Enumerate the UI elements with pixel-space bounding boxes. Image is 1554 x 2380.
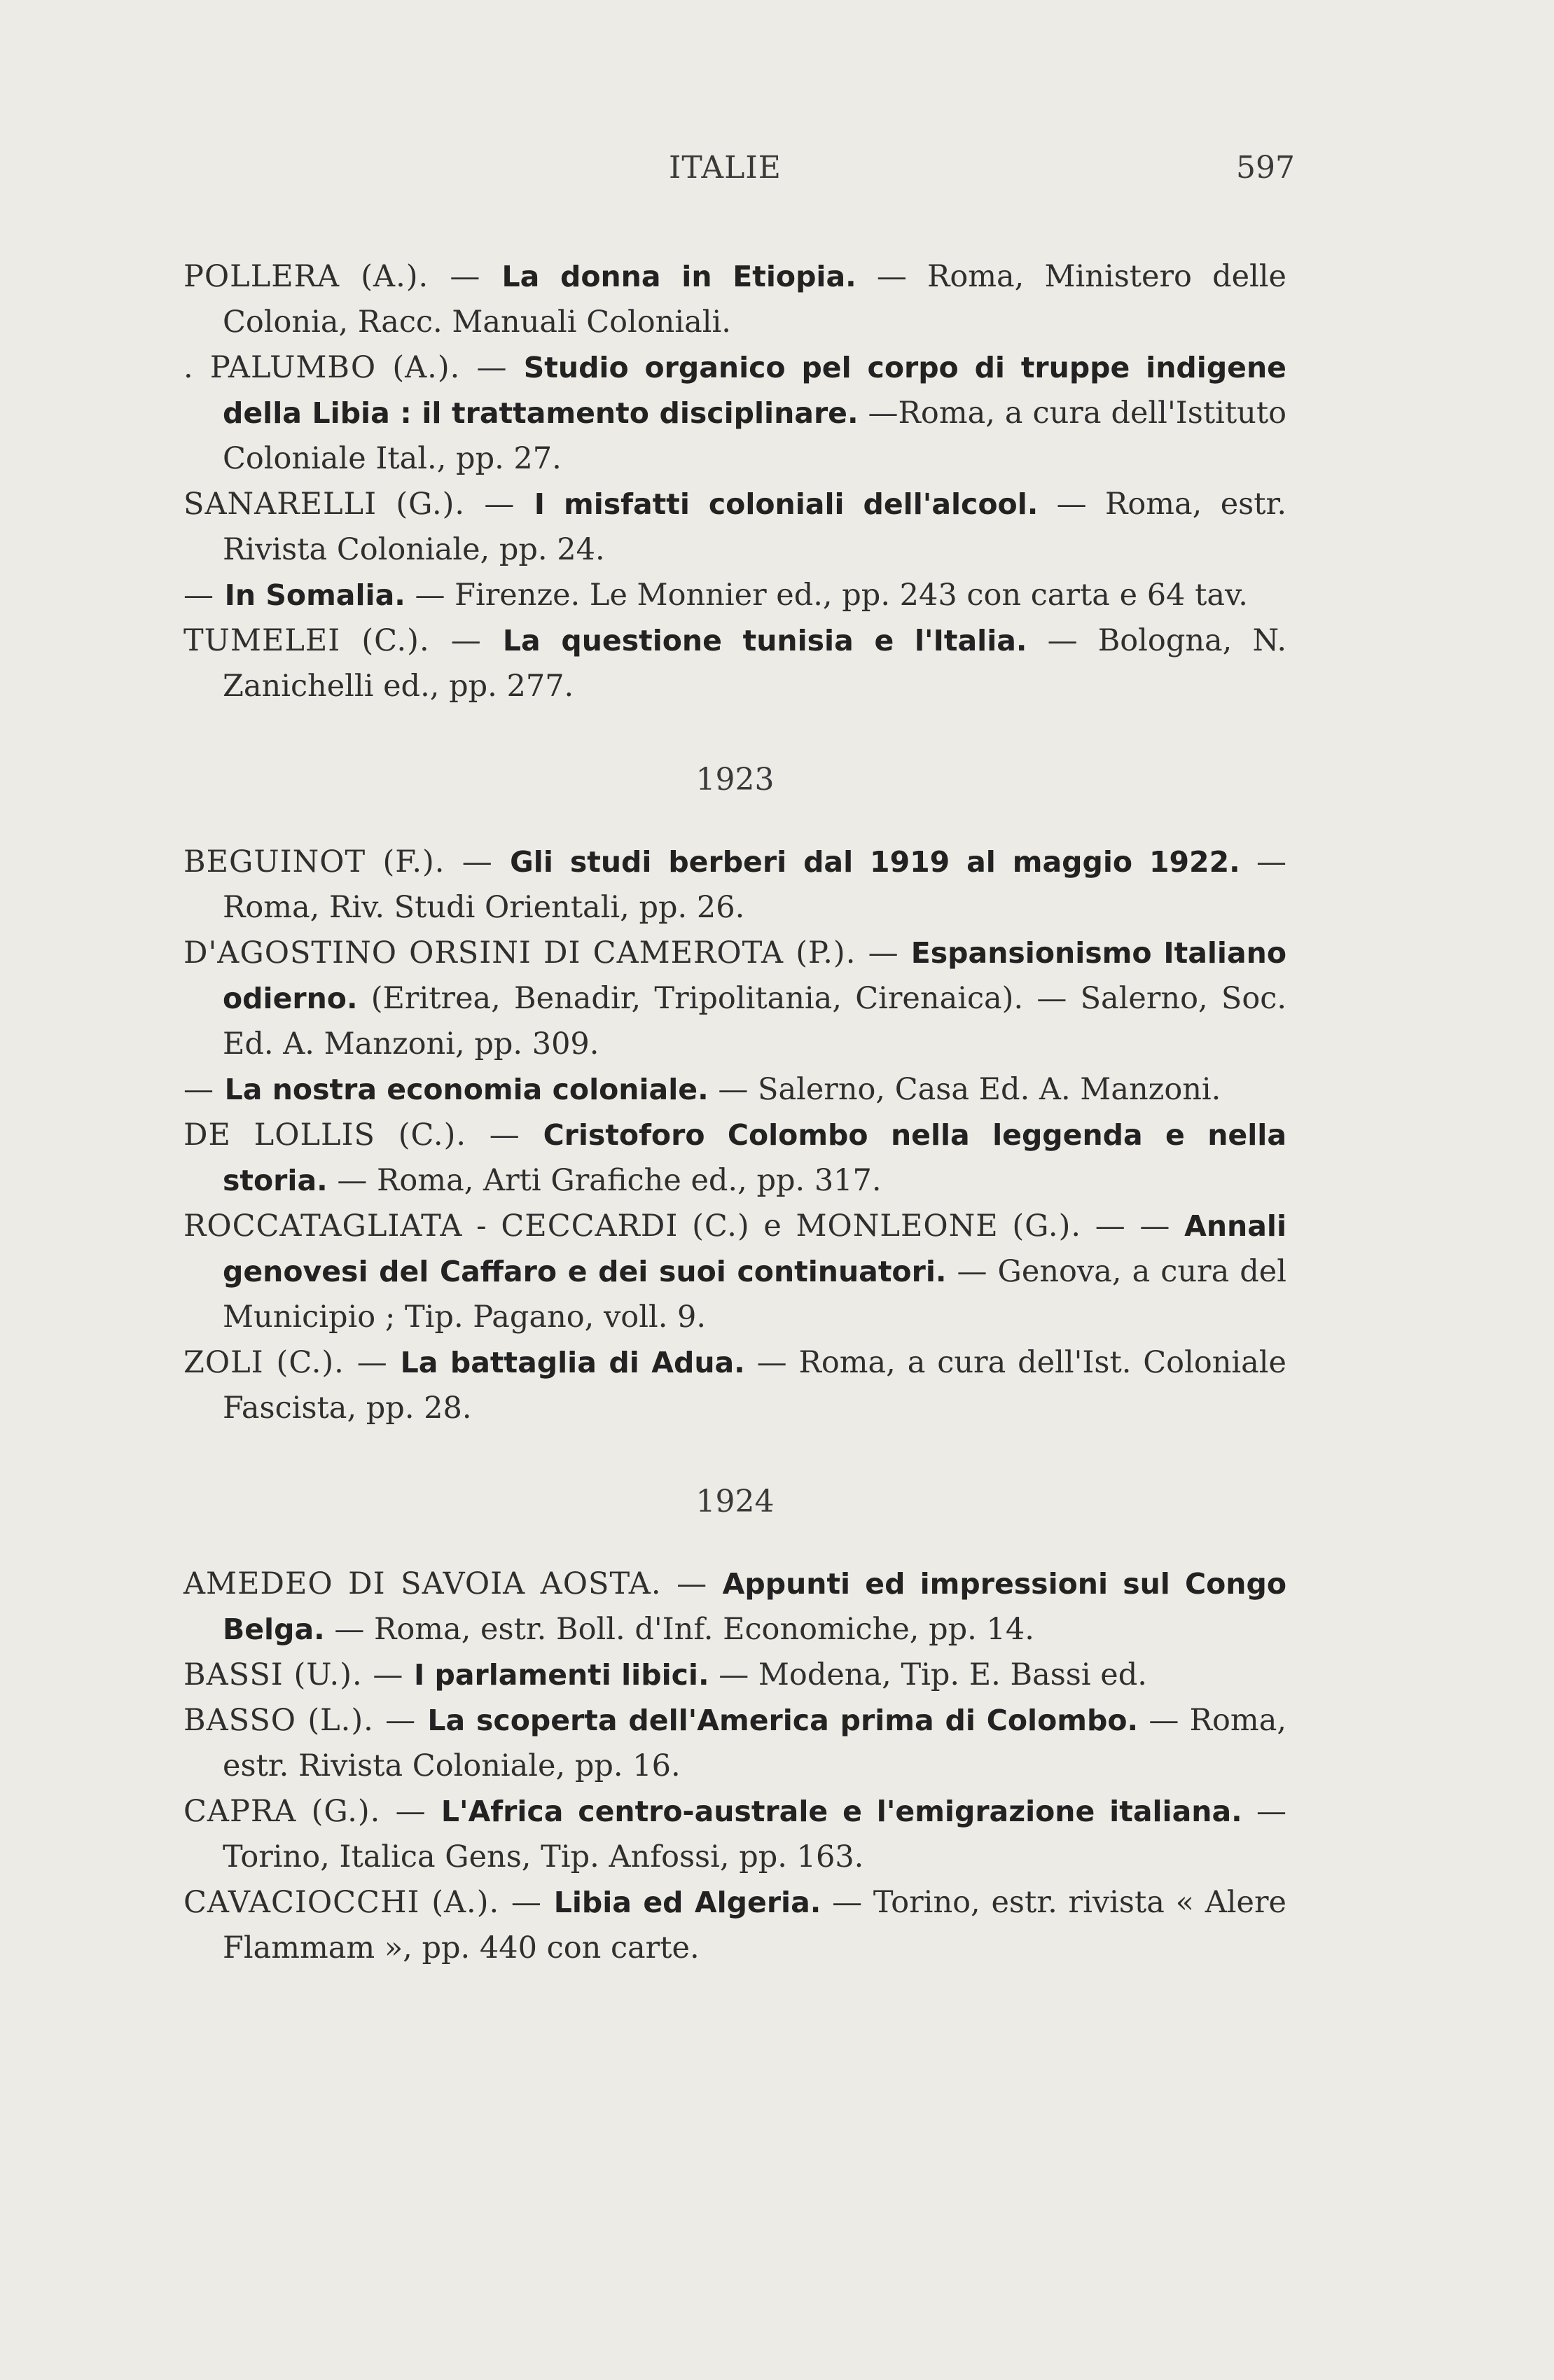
entry-title: Cristoforo Colombo nella leggenda e nella storia. [223,1118,1286,1197]
entry-publication: — Torino, estr. rivista « Alere Flammam », pp. 440 con carte. [223,1885,1286,1965]
entry-title: L'Africa centro-australe e l'emigrazione italiana. [440,1795,1242,1828]
bibliography-body [183,224,1286,1971]
entry-author: — [183,1072,225,1107]
entry-author: BEGUINOT (F.). — [183,844,511,879]
entry-publication: — Modena, Tip. E. Bassi ed. [709,1657,1147,1692]
entry-title: La donna in Etiopia. [501,260,856,293]
bibliography-entry [183,573,1286,618]
entry-title: I parlamenti libici. [413,1658,709,1692]
entry-author: — [183,578,225,613]
entry-author: CAPRA (G.). — [183,1794,441,1829]
entry-publication: — Roma, Arti Grafiche ed., pp. 317. [327,1163,882,1198]
bibliography-entry [183,1652,1286,1698]
year-heading: 1924 [695,1484,775,1519]
entry-publication: — Roma, a cura dell'Ist. Coloniale Fascista, pp. 28. [223,1345,1286,1426]
entry-author: D'AGOSTINO ORSINI DI CAMEROTA (P.). — [183,935,911,970]
bibliography-entry [183,1561,1286,1652]
bibliography-entry [183,1067,1286,1113]
entry-publication: (Eritrea, Benadir, Tripolitania, Cirenaica). — Salerno, Soc. Ed. A. Manzoni, pp. 309. [223,981,1286,1062]
section-continued [183,254,1286,709]
bibliography-entry [183,254,1286,345]
bibliography-entry [183,1698,1286,1789]
entry-author: . PALUMBO (A.). — [183,350,524,385]
entry-author: POLLERA (A.). — [183,259,502,294]
entry-publication: — Roma, Riv. Studi Orientali, pp. 26. [223,844,1286,925]
entry-title: Appunti ed impressioni sul Congo Belga. [223,1567,1286,1646]
page-header [0,150,1554,199]
entry-publication: — Firenze. Le Monnier ed., pp. 243 con carta e 64 tav. [405,578,1248,613]
bibliography-entry [183,931,1286,1067]
entry-title: La nostra economia coloniale. [224,1073,709,1106]
entry-publication: — Roma, estr. Boll. d'Inf. Economiche, pp. 14. [324,1612,1034,1647]
entry-publication: —Roma, a cura dell'Istituto Coloniale Ital., pp. 27. [223,396,1286,476]
entry-author: BASSO (L.). — [183,1703,428,1738]
page-number: 597 [1236,150,1295,186]
entry-title: I misfatti coloniali dell'alcool. [534,487,1039,521]
entry-author: CAVACIOCCHI (A.). — [183,1885,554,1920]
entry-title: Libia ed Algeria. [553,1886,821,1919]
entry-author: TUMELEI (C.). — [183,623,503,658]
running-title: ITALIE [669,150,782,186]
entry-publication: — Roma, estr. Rivista Coloniale, pp. 24. [223,487,1286,567]
entry-publication: — Roma, estr. Rivista Coloniale, pp. 16. [223,1703,1286,1783]
bibliography-entry [183,618,1286,709]
entry-publication: — Salerno, Casa Ed. A. Manzoni. [708,1072,1221,1107]
entry-publication: — Roma, Ministero delle Colonia, Racc. Manuali Coloniali. [223,259,1286,340]
entry-title: La battaglia di Adua. [400,1346,745,1379]
bibliography-entry [183,1880,1286,1971]
section-1924 [183,1561,1286,1971]
entry-author: ROCCATAGLIATA - CECCARDI (C.) e MONLEONE (G.). — — [183,1209,1185,1244]
entry-title: La scoperta dell'America prima di Colombo. [427,1704,1139,1737]
entry-publication: — Genova, a cura del Municipio ; Tip. Pagano, voll. 9. [223,1254,1286,1335]
entry-author: ZOLI (C.). — [183,1345,401,1380]
section-1923 [183,840,1286,1431]
entry-publication: — Torino, Italica Gens, Tip. Anfossi, pp. 163. [223,1794,1286,1874]
entry-title: Studio organico pel corpo di truppe indigene della Libia : il trattamento disciplinare. [223,351,1286,430]
bibliography-entry [183,1113,1286,1204]
bibliography-entry [183,1340,1286,1431]
entry-author: DE LOLLIS (C.). — [183,1118,543,1153]
bibliography-entry [183,1204,1286,1340]
entry-title: In Somalia. [224,578,405,612]
entry-title: La questione tunisia e l'Italia. [502,624,1027,657]
bibliography-entry [183,1789,1286,1880]
entry-author: SANARELLI (G.). — [183,487,534,522]
entry-publication: — Bologna, N. Zanichelli ed., pp. 277. [223,623,1286,704]
entry-title: Espansionismo Italiano odierno. [223,936,1286,1015]
year-heading: 1923 [695,762,775,798]
entry-title: Gli studi berberi dal 1919 al maggio 1922. [510,845,1240,879]
entry-author: BASSI (U.). — [183,1657,414,1692]
entry-author: AMEDEO DI SAVOIA AOSTA. — [183,1566,723,1601]
bibliography-entry [183,482,1286,573]
bibliography-entry [183,345,1286,482]
entry-title: Annali genovesi del Caffaro e dei suoi continuatori. [223,1209,1286,1288]
bibliography-entry [183,840,1286,931]
